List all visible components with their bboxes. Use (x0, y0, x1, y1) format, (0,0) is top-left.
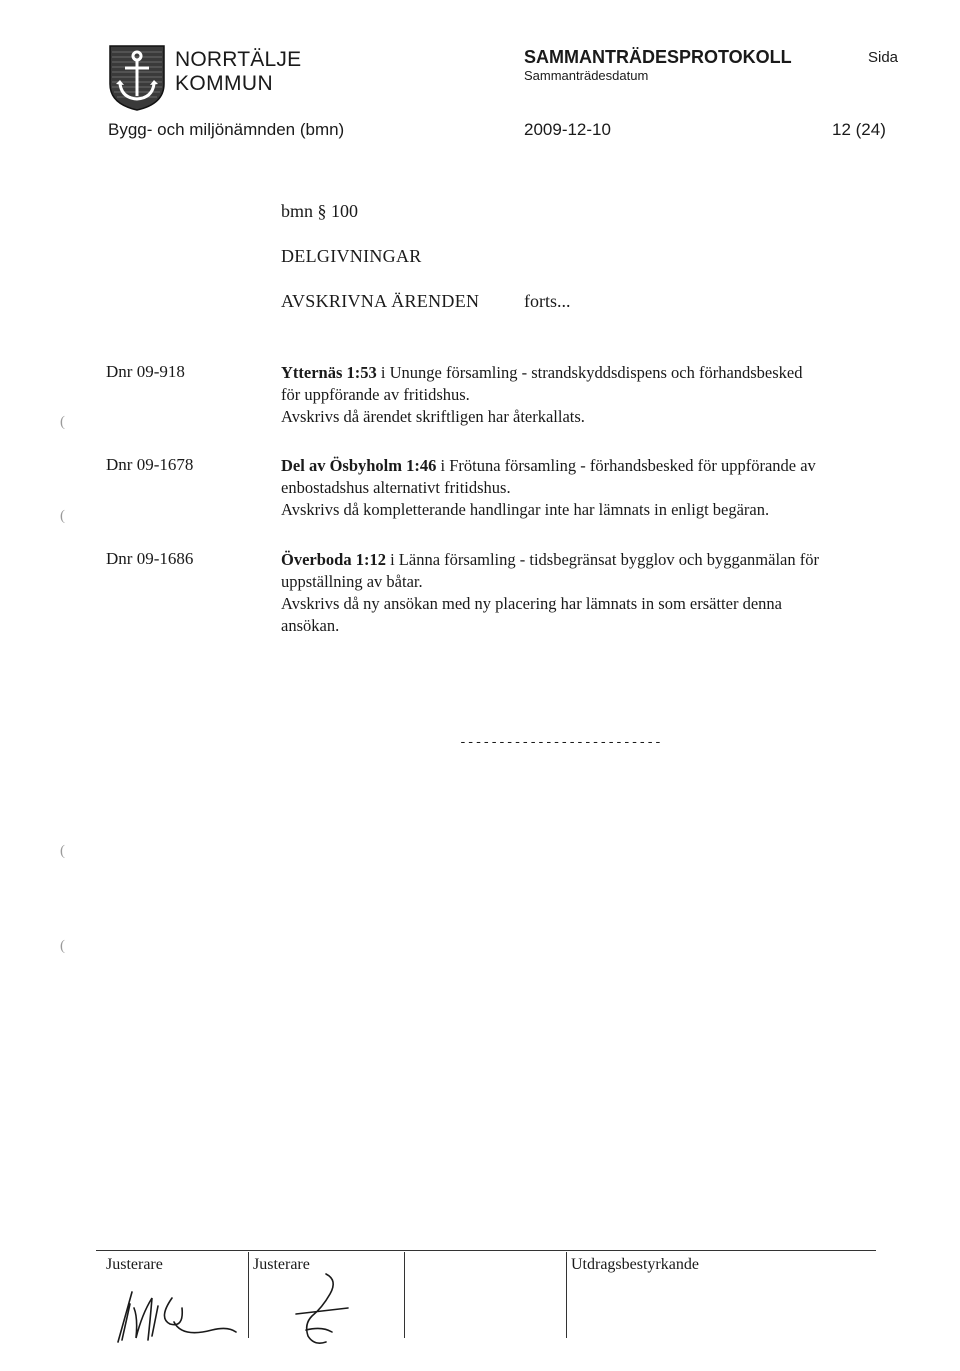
scan-artefact-mark: ( (60, 414, 65, 430)
case-decision: Avskrivs då kompletterande handlingar inte har lämnats in enligt begäran. (281, 500, 770, 519)
signature-table-border (96, 1250, 876, 1251)
case-property: Del av Ösbyholm 1:46 (281, 456, 437, 475)
end-of-section-marks: -------------------------- (459, 735, 662, 750)
case-title-rest: i Länna församling - tidsbegränsat bygglov och bygganmälan för (385, 550, 819, 569)
signature-column-divider (404, 1252, 405, 1338)
meeting-date: 2009-12-10 (524, 120, 611, 139)
organization-name-line1: NORRTÄLJE (175, 48, 302, 71)
case-line: för uppförande av fritidshus. (281, 385, 470, 404)
scan-artefact-mark: ( (60, 508, 65, 524)
case-decision-continued: ansökan. (281, 616, 340, 635)
paragraph-reference: bmn § 100 (281, 201, 359, 221)
case-title-line (281, 455, 921, 477)
case-title-line (281, 549, 921, 571)
case-decision: Avskrivs då ny ansökan med ny placering har lämnats in som ersätter denna (281, 594, 782, 613)
case-title-rest: i Ununge församling - strandskyddsdispens och förhandsbesked (376, 363, 803, 382)
signature-label-adjuster-1: Justerare (106, 1256, 163, 1273)
case-title-line (281, 362, 921, 384)
case-line: enbostadshus alternativt fritidshus. (281, 478, 511, 497)
meeting-date-label: Sammanträdesdatum (524, 68, 649, 83)
committee-name: Bygg- och miljönämnden (bmn) (108, 120, 345, 139)
case-dnr: Dnr 09-1678 (106, 455, 194, 474)
signature-label-adjuster-2: Justerare (253, 1256, 310, 1273)
document-type: SAMMANTRÄDESPROTOKOLL (524, 47, 792, 67)
coat-of-arms-logo-icon (108, 44, 166, 112)
case-line: uppställning av båtar. (281, 572, 423, 591)
case-decision: Avskrivs då ärendet skriftligen har återkallats. (281, 407, 585, 426)
page-label: Sida (868, 49, 899, 66)
handwritten-signature-2 (282, 1270, 362, 1354)
scan-artefact-mark: ( (60, 843, 65, 859)
signature-label-certification: Utdragsbestyrkande (571, 1256, 699, 1273)
signature-column-divider (248, 1252, 249, 1338)
case-description (281, 549, 921, 637)
scan-artefact-mark: ( (60, 938, 65, 954)
section-heading: DELGIVNINGAR (281, 246, 422, 266)
page-number: 12 (24) (832, 120, 886, 139)
case-dnr: Dnr 09-918 (106, 362, 185, 381)
signature-column-divider (566, 1252, 567, 1338)
case-dnr: Dnr 09-1686 (106, 549, 194, 568)
case-description (281, 455, 921, 521)
case-property: Överboda 1:12 (281, 550, 386, 569)
organization-name-line2: KOMMUN (175, 72, 274, 95)
handwritten-signature-1 (112, 1278, 242, 1348)
continued-label: forts... (524, 291, 571, 311)
case-property: Ytternäs 1:53 (281, 363, 377, 382)
section-subheading: AVSKRIVNA ÄRENDEN (281, 291, 480, 311)
case-title-rest: i Frötuna församling - förhandsbesked för uppförande av (436, 456, 816, 475)
case-description (281, 362, 921, 428)
